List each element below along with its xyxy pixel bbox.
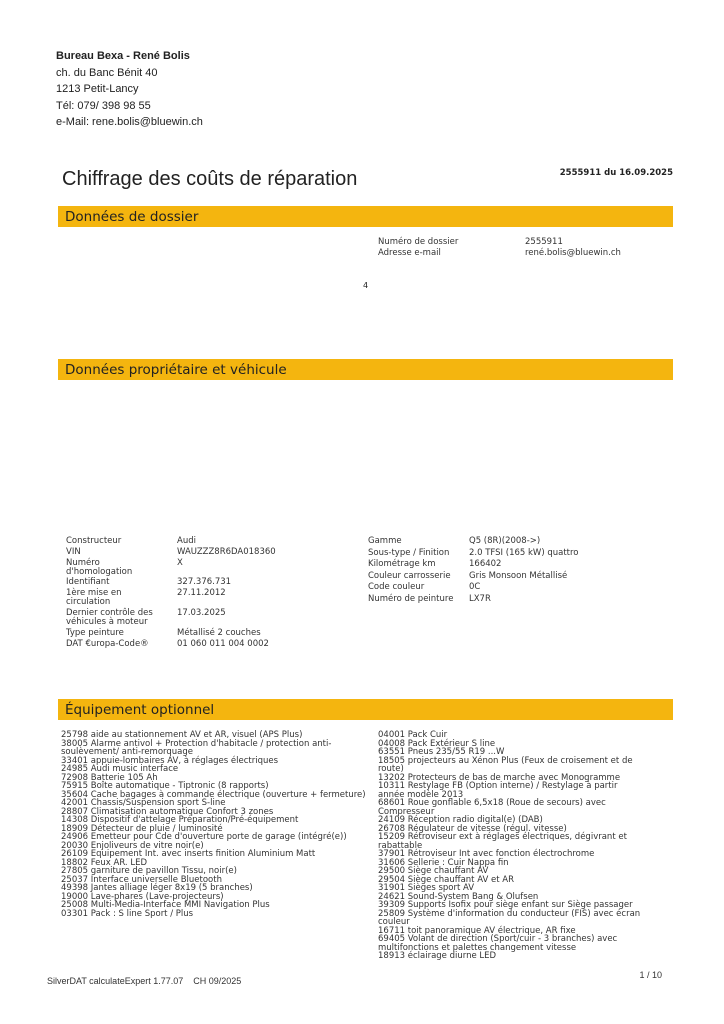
sender-address-block (56, 48, 203, 131)
equipment-item: 13202 Protecteurs de bas de marche avec Monogramme (378, 772, 621, 783)
vehicle-data-left (66, 537, 356, 651)
equipment-item: 28807 Climatisation automatique Confort 3 zones (61, 806, 274, 817)
vehicle-row (66, 589, 356, 609)
section-header-vehicule (58, 359, 673, 380)
equipment-item: 26109 Equipement Int. avec inserts finition Aluminium Matt (61, 849, 316, 859)
vehicle-row (66, 559, 356, 578)
equipment-list-left (61, 731, 371, 918)
field-value[interactable]: rené.bolis@bluewin.ch (525, 248, 621, 258)
equipment-item: 25809 Système d'information du conducteur (FIS) avec écran couleur (378, 908, 641, 927)
vehicle-value: Gris Monsoon Métallisé (469, 570, 568, 581)
equipment-item: 25798 aide au stationnement AV et AR, visuel (APS Plus) (61, 730, 303, 740)
vehicle-label: Code couleur (368, 582, 425, 592)
vehicle-row (368, 560, 668, 572)
equipment-item: 14308 Dispositif d'attelage Préparation/Pré-équipement (61, 815, 299, 825)
equipment-item: 19000 Lave-phares (Lave-projecteurs) (61, 891, 224, 902)
equipment-item: 24906 Emetteur pour Cde d'ouverture porte de garage (intégré(e)) (61, 832, 347, 842)
sender-phone: Tél: 079/ 398 98 55 (56, 99, 151, 112)
equipment-item: 72908 Batterie 105 Ah (61, 772, 158, 783)
vehicle-label: 1ère mise en circulation (66, 588, 122, 607)
equipment-item: 04001 Pack Cuir (378, 730, 448, 740)
equipment-item: 03301 Pack : S line Sport / Plus (61, 908, 194, 919)
vehicle-label: Type peinture (66, 628, 124, 638)
page-number: 1 / 10 (639, 970, 662, 980)
dossier-field-row (378, 237, 678, 248)
vehicle-row (66, 548, 356, 559)
equipment-item: 04008 Pack Extérieur S line (378, 738, 496, 749)
document-title: Chiffrage des coûts de réparation (62, 168, 358, 190)
equipment-item: 25008 Multi-Media-Interface MMI Navigation Plus (61, 900, 270, 910)
vehicle-label: Gamme (368, 536, 402, 546)
vehicle-label: Kilométrage km (368, 559, 436, 569)
equipment-item: 24109 Réception radio digital(e) (DAB) (378, 815, 543, 825)
equipment-item: 18913 éclairage diurne LED (378, 951, 497, 961)
vehicle-value: LX7R (469, 593, 491, 604)
vehicle-row (66, 640, 356, 651)
sender-email[interactable]: e-Mail: rene.bolis@bluewin.ch (56, 116, 203, 128)
vehicle-value: WAUZZZ8R6DA018360 (177, 547, 276, 557)
sender-street: ch. du Banc Bénit 40 (56, 66, 158, 79)
equipment-list-right (378, 731, 646, 961)
vehicle-row (368, 583, 668, 595)
equipment-item: 39309 Supports Isofix pour siège enfant sur Siège passager (378, 900, 633, 910)
equipment-item: 38005 Alarme antivol + Protection d'habitacle / protection anti-soulèvement/ anti-remorquage (61, 738, 332, 757)
vehicle-label: VIN (66, 547, 81, 557)
vehicle-value: 0C (469, 582, 481, 592)
vehicle-value: 2.0 TFSI (165 kW) quattro (469, 547, 579, 558)
vehicle-row (66, 609, 356, 629)
vehicle-label: Sous-type / Finition (368, 547, 450, 558)
vehicle-label: DAT €uropa-Code® (66, 639, 149, 649)
vehicle-label: Numéro d'homologation (66, 558, 133, 577)
vehicle-value: X (177, 558, 183, 568)
equipment-item: 26708 Régulateur de vitesse (régul. vitesse) (378, 823, 567, 834)
vehicle-row (368, 537, 668, 549)
sender-name: Bureau Bexa - René Bolis (56, 50, 190, 62)
document-reference: 2555911 du 16.09.2025 (559, 168, 673, 178)
vehicle-value: 327.376.731 (177, 577, 232, 587)
vehicle-value: 17.03.2025 (177, 608, 226, 618)
vehicle-label: Constructeur (66, 536, 122, 546)
equipment-item: 29500 Siège chauffant AV (378, 866, 489, 876)
equipment-item: 69405 Volant de direction (Sport/cuir - 3 branches) avec multifonctions et palettes changement vitesse (378, 934, 618, 953)
vehicle-label: Couleur carrosserie (368, 570, 451, 581)
equipment-item: 42001 Chassis/Suspension sport S-line (61, 798, 226, 808)
equipment-item: 18909 Détecteur de pluie / luminosité (61, 823, 223, 834)
footer-software: SilverDAT calculateExpert 1.77.07 CH 09/2025 (47, 976, 242, 986)
equipment-item: 33401 appuie-lombaires AV, à réglages électriques (61, 755, 279, 766)
equipment-item: 35604 Cache bagages à commande électrique (ouverture + fermeture) (61, 789, 366, 800)
vehicle-label: Dernier contrôle des véhicules à moteur (66, 608, 153, 627)
vehicle-value: 27.11.2012 (177, 588, 226, 598)
equipment-item: 20030 Enjoliveurs de vitre noir(e) (61, 840, 204, 851)
vehicle-data-right (368, 537, 668, 606)
dossier-field-row (378, 248, 678, 259)
equipment-item: 75915 Boîte automatique - Tiptronic (8 rapports) (61, 781, 269, 791)
vehicle-label: Numéro de peinture (368, 593, 454, 604)
equipment-item: 49398 Jantes alliage léger 8x19 (5 branches) (61, 883, 253, 893)
dossier-fields (378, 237, 678, 259)
equipment-item: 63551 Pneus 235/55 R19 ...W (378, 747, 505, 757)
section-title-vehicule: Données propriétaire et véhicule (65, 362, 287, 378)
equipment-item: 68601 Roue gonflable 6,5x18 (Roue de secours) avec Compresseur (378, 798, 606, 817)
vehicle-value: 166402 (469, 559, 502, 569)
dossier-marker: 4 (363, 281, 369, 290)
equipment-item: 31901 Sièges sport AV (378, 883, 475, 893)
equipment-item: 37901 Rétroviseur Int avec fonction électrochrome (378, 849, 595, 859)
equipment-item: 24985 Audi music interface (61, 764, 179, 774)
field-value: 2555911 (525, 237, 563, 247)
section-title-dossier: Données de dossier (65, 209, 199, 225)
field-label: Numéro de dossier (378, 237, 459, 247)
equipment-item: 25037 Interface universelle Bluetooth (61, 874, 222, 885)
equipment-item: 18802 Feux AR. LED (61, 857, 147, 868)
equipment-item: 18505 projecteurs au Xénon Plus (Feux de croisement et de route) (378, 755, 633, 774)
vehicle-value: Q5 (8R)(2008->) (469, 536, 541, 546)
vehicle-row (368, 595, 668, 607)
section-title-equipement: Équipement optionnel (65, 702, 215, 718)
equipment-item: 15209 Rétroviseur ext à réglages électriques, dégivrant et rabattable (378, 832, 627, 851)
vehicle-label: Identifiant (66, 577, 110, 587)
equipment-item: 31606 Sellerie : Cuir Nappa fin (378, 857, 509, 868)
vehicle-value: Métallisé 2 couches (177, 628, 261, 638)
sender-city: 1213 Petit-Lancy (56, 83, 139, 95)
equipment-item: 29504 Siège chauffant AV et AR (378, 874, 514, 885)
vehicle-value: 01 060 011 004 0002 (177, 639, 269, 649)
section-header-dossier (58, 206, 673, 227)
field-label: Adresse e-mail (378, 248, 441, 258)
equipment-item: 16711 toit panoramique AV électrique, AR fixe (378, 925, 576, 936)
vehicle-value: Audi (177, 536, 196, 546)
equipment-item: 10311 Restylage FB (Option interne) / Restylage à partir année modèle 2013 (378, 781, 618, 800)
equipment-item: 24621 Sound-System Bang & Olufsen (378, 891, 539, 902)
equipment-item: 27805 garniture de pavillon Tissu, noir(e) (61, 866, 237, 876)
section-header-equipement (58, 699, 673, 720)
